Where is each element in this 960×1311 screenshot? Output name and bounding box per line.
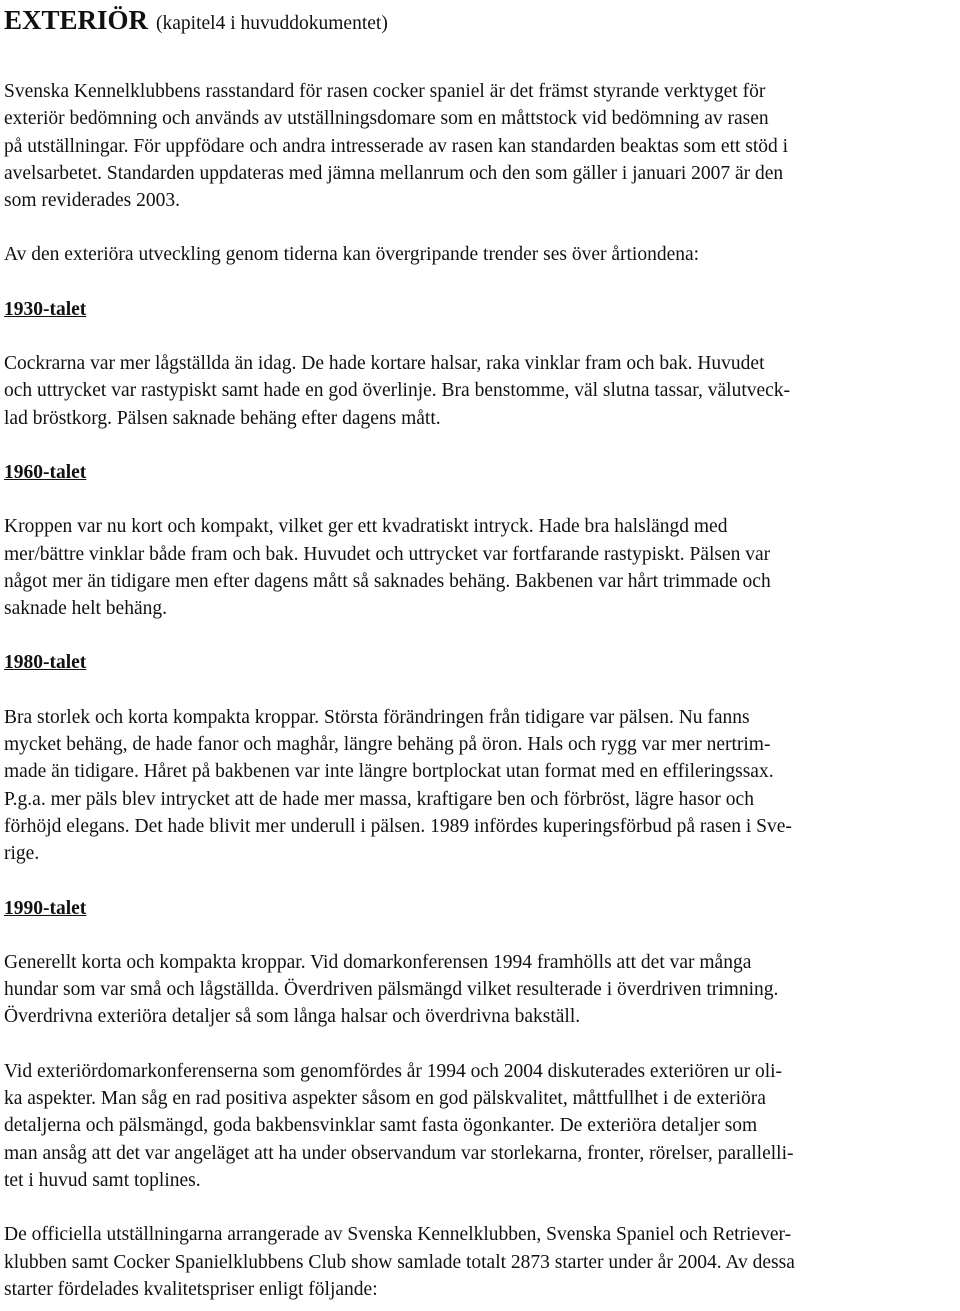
text-line: klubben samt Cocker Spanielklubbens Club show samlade totalt 2873 starter under år 2004. Av dessa <box>4 1251 795 1273</box>
page-title <box>4 0 956 40</box>
decade-heading-1930: 1930-talet <box>4 298 87 320</box>
text-line: Cockrarna var mer lågställda än idag. De hade kortare halsar, raka vinklar fram och bak. Huvudet <box>4 353 765 375</box>
text-line: som reviderades 2003. <box>4 190 180 212</box>
text-line: Svenska Kennelklubbens rasstandard för rasen cocker spaniel är det främst styrande verktyget för <box>4 81 766 102</box>
text-line: lad bröstkorg. Pälsen saknade behäng efter dagens mått. <box>4 407 441 429</box>
text-line: P.g.a. mer päls blev intrycket att de hade mer massa, kraftigare ben och förbröst, lägre hasor och <box>4 788 754 810</box>
text-line: starter fördelades kvalitetspriser enligt följande: <box>4 1278 378 1300</box>
text-line: De officiella utställningarna arrangerade av Svenska Kennelklubben, Svenska Spaniel och Retriever- <box>4 1224 792 1246</box>
shows-paragraph <box>4 1221 956 1303</box>
title-main: EXTERIÖR <box>4 5 149 35</box>
decade-heading-1960: 1960-talet <box>4 461 87 483</box>
intro-paragraph <box>4 78 956 214</box>
text-line: made än tidigare. Håret på bakbenen var inte längre bortplockat utan format med en effileringssax. <box>4 761 774 783</box>
decade-paragraph-1930 <box>4 350 956 432</box>
decade-heading-1980: 1980-talet <box>4 652 87 674</box>
text-line: tet i huvud samt toplines. <box>4 1169 201 1191</box>
text-line: ka aspekter. Man såg en rad positiva aspekter såsom en god pälskvalitet, måttfullhet i de exteriöra <box>4 1088 766 1110</box>
decade-paragraph-1980 <box>4 704 956 868</box>
text-line: exteriör bedömning och används av utställningsdomare som en måttstock vid bedömning av rasen <box>4 108 769 130</box>
title-subtitle: (kapitel4 i huvuddokumentet) <box>156 13 388 34</box>
text-line: saknade helt behäng. <box>4 598 167 620</box>
text-line: Kroppen var nu kort och kompakt, vilket ger ett kvadratiskt intryck. Hade bra halslängd med <box>4 516 728 538</box>
text-line: förhöjd elegans. Det hade blivit mer underull i pälsen. 1989 infördes kuperingsförbud på rasen i Sve- <box>4 815 792 837</box>
text-line: på utställningar. För uppfödare och andra intresserade av rasen kan standarden beaktas som ett stöd i <box>4 135 789 157</box>
text-line: hundar som var små och lågställda. Överdriven pälsmängd vilket resulterade i överdriven trimning. <box>4 979 779 1001</box>
decade-paragraph-1960 <box>4 513 956 622</box>
decade-heading-1990: 1990-talet <box>4 897 87 919</box>
text-line: mycket behäng, de hade fanor och maghår, längre behäng på öron. Hals och rygg var mer nertrim- <box>4 734 771 756</box>
text-line: Generellt korta och kompakta kroppar. Vid domarkonferensen 1994 framhölls att det var många <box>4 951 752 973</box>
decade-paragraph-1990 <box>4 949 956 1031</box>
text-line: och uttrycket var rastypiskt samt hade en god överlinje. Bra benstomme, väl slutna tassar, välutveck- <box>4 380 791 402</box>
trends-intro-paragraph: Av den exteriöra utveckling genom tiderna kan övergripande trender ses över årtiondena: <box>4 244 700 266</box>
text-line: detaljerna och pälsmängd, goda bakbensvinklar samt fasta ögonkanter. De exteriöra detaljer som <box>4 1115 758 1137</box>
text-line: Bra storlek och korta kompakta kroppar. Största förändringen från tidigare var pälsen. Nu fanns <box>4 706 750 728</box>
text-line: mer/bättre vinklar både fram och bak. Huvudet och uttrycket var fortfarande rastypiskt. Pälsen var <box>4 543 771 565</box>
text-line: Vid exteriördomarkonferenserna som genomfördes år 1994 och 2004 diskuterades exteriören ur oli- <box>4 1060 783 1082</box>
text-line: något mer än tidigare men efter dagens mått så saknades behäng. Bakbenen var hårt trimmade och <box>4 570 771 592</box>
text-line: Överdrivna exteriöra detaljer så som långa halsar och överdrivna bakställ. <box>4 1006 581 1028</box>
text-line: rige. <box>4 843 40 865</box>
conference-paragraph <box>4 1058 956 1194</box>
text-line: avelsarbetet. Standarden uppdateras med jämna mellanrum och den som gäller i januari 2007 är den <box>4 162 784 184</box>
text-line: man ansåg att det var angeläget att ha under observandum var storlekarna, fronter, rörelser, parallelli- <box>4 1142 794 1164</box>
